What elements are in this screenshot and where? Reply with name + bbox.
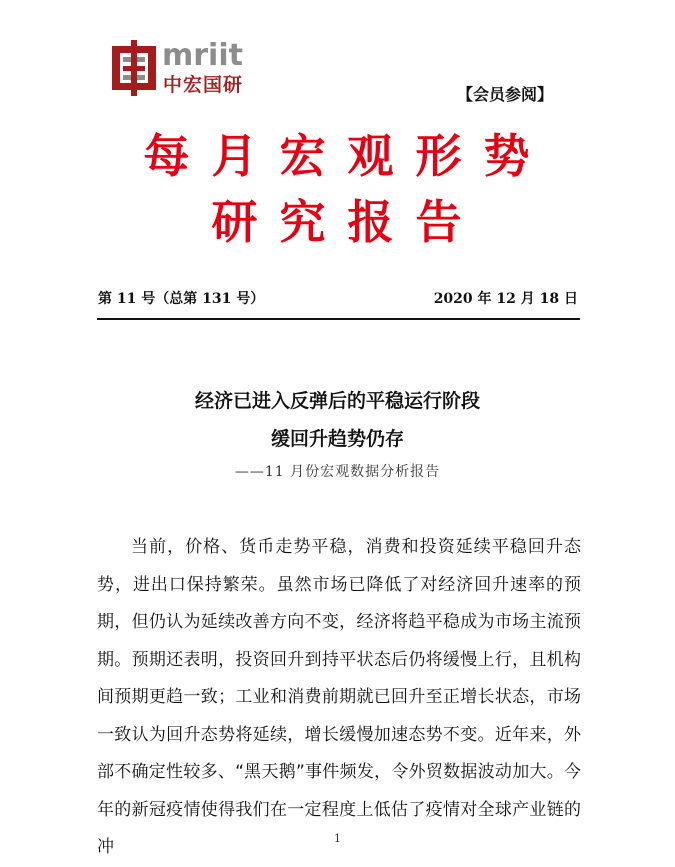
member-reference-tag: 【会员参阅】 <box>456 85 553 104</box>
issue-number: 第 11 号（总第 131 号） <box>98 291 265 307</box>
page-number: 1 <box>334 832 341 845</box>
article-body-paragraph: 当前，价格、货币走势平稳，消费和投资延续平稳回升态势，进出口保持繁荣。虽然市场已降低了对经济回升速率的预期，但仍认为延续改善方向不变，经济将趋平稳成为市场主流预期。预期还表明，投资回升到持平状态后仍将缓慢上行，且机构间预期更趋一致；工业和消费前期就已回升至正增长状态，市场一致认为回升态势将延续，增长缓慢加速态势不变。近年来，外部不确定性较多、“黑天鹅”事件频发，令外贸数据波动加大。今年的新冠疫情使得我们在一定程度上低估了疫情对全球产业链的冲 <box>97 537 581 857</box>
report-title-line-1: 每月宏观形势 <box>143 129 552 183</box>
header-divider <box>97 318 580 320</box>
mriit-logo <box>110 40 250 96</box>
article-subtitle: ——11 月份宏观数据分析报告 <box>234 464 441 480</box>
logo-brand-chinese: 中宏国研 <box>163 74 244 96</box>
report-title-line-2: 研究报告 <box>211 195 484 249</box>
logo-mark-icon <box>110 40 158 96</box>
issue-date: 2020 年 12 月 18 日 <box>433 291 578 307</box>
article-title-line-2: 缓回升趋势仍存 <box>270 428 404 450</box>
article-title-line-1: 经济已进入反弹后的平稳运行阶段 <box>194 390 480 412</box>
logo-brand-text: mriit <box>162 38 243 73</box>
